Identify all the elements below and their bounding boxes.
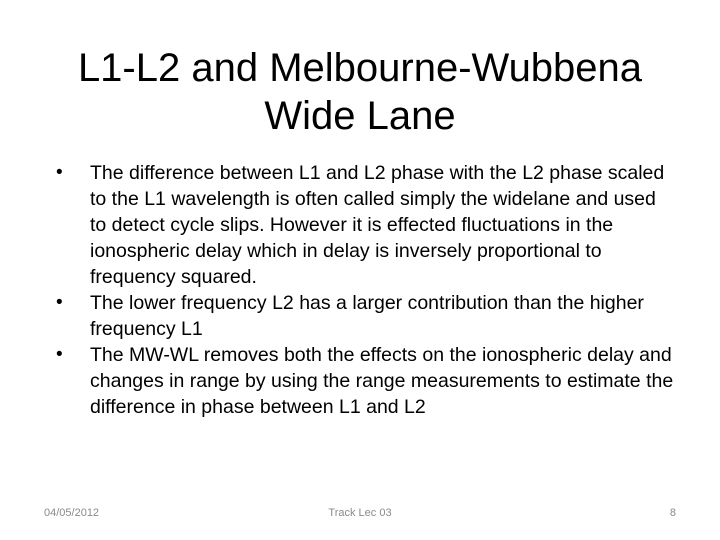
bullet-list (56, 160, 676, 420)
title-line-1: L1-L2 and Melbourne-Wubbena (77, 46, 643, 90)
footer-course: Track Lec 03 (328, 507, 392, 519)
footer-date: 04/05/2012 (44, 507, 100, 519)
bullet-text: The difference between L1 and L2 phase with the L2 phase scaled to the L1 wavelength is often called simply the widelane and used to detect cycle slips. However it is effected fluctuations in the ionospheric delay which in delay is inversely proportional to frequency squared. (90, 162, 665, 288)
bullet-item (56, 160, 676, 290)
bullet-text: The MW-WL removes both the effects on the ionospheric delay and changes in range by using the range measurements to estimate the difference in phase between L1 and L2 (90, 344, 674, 418)
bullet-item (56, 342, 676, 420)
bullet-dot-icon: • (56, 292, 63, 313)
bullet-item (56, 290, 676, 342)
slide-number: 8 (669, 507, 676, 519)
bullet-text: The lower frequency L2 has a larger contribution than the higher frequency L1 (90, 292, 644, 340)
title-line-2: Wide Lane (264, 94, 456, 138)
bullet-dot-icon: • (56, 162, 63, 183)
slide-title (40, 44, 680, 140)
bullet-dot-icon: • (56, 344, 63, 365)
